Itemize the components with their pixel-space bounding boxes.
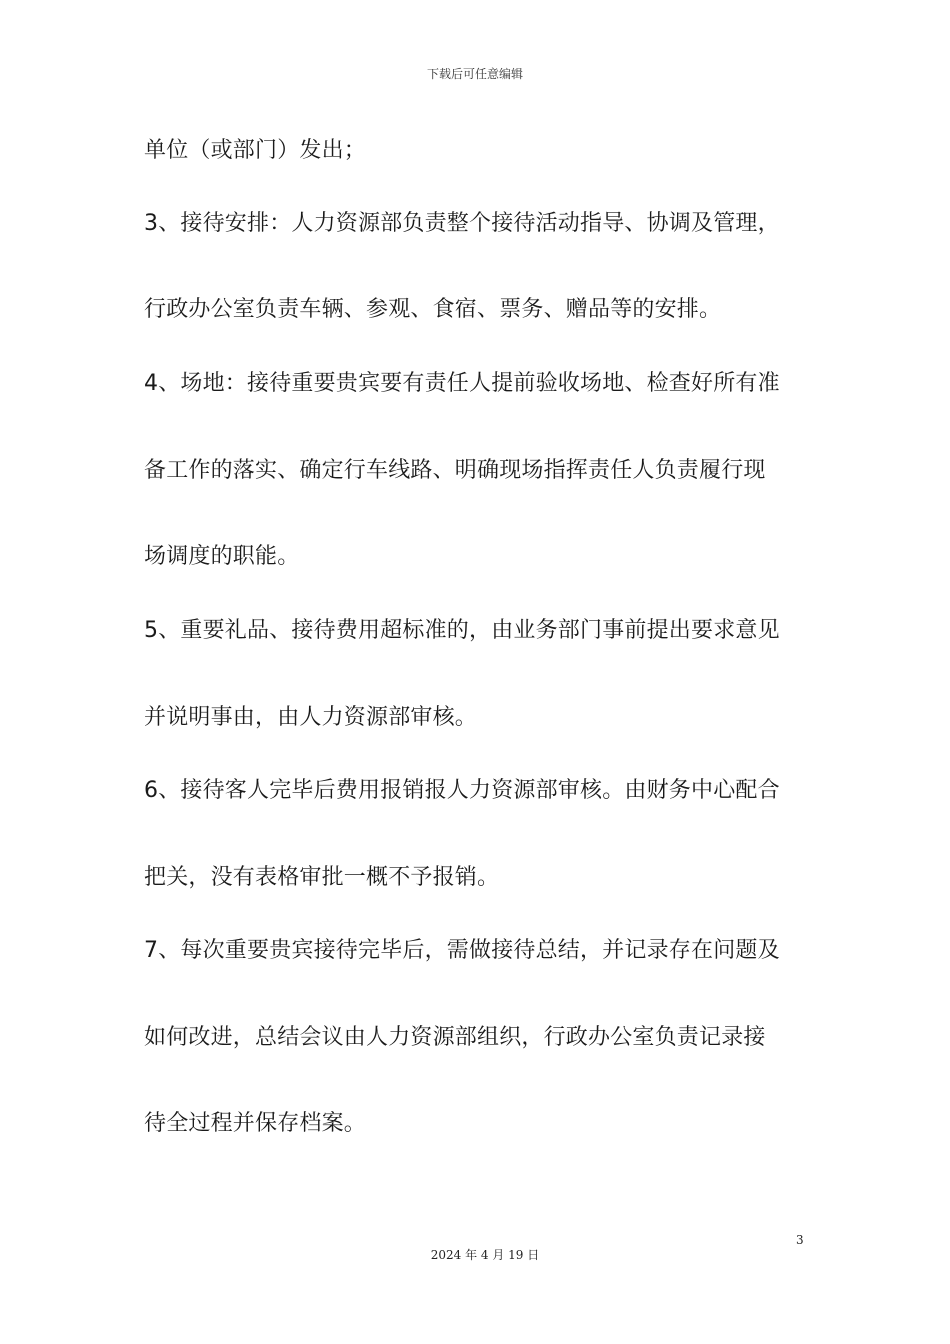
body-line: 待全过程并保存档案。	[144, 1111, 367, 1136]
page-header: 下载后可任意编辑	[426, 67, 523, 81]
body-line: 3、接待安排：人力资源部负责整个接待活动指导、协调及管理，	[144, 211, 780, 236]
footer-date: 2024 年 4 月 19 日	[430, 1248, 540, 1262]
body-line: 4、场地：接待重要贵宾要有责任人提前验收场地、检查好所有准	[144, 371, 780, 396]
body-line: 7、每次重要贵宾接待完毕后，需做接待总结，并记录存在问题及	[144, 938, 780, 963]
body-line: 5、重要礼品、接待费用超标准的，由业务部门事前提出要求意见	[144, 618, 780, 643]
body-line: 单位（或部门）发出；	[144, 138, 367, 163]
body-line: 6、接待客人完毕后费用报销报人力资源部审核。由财务中心配合	[144, 778, 780, 803]
body-line: 并说明事由，由人力资源部审核。	[144, 705, 478, 730]
body-line: 如何改进，总结会议由人力资源部组织，行政办公室负责记录接	[144, 1025, 766, 1050]
body-line: 备工作的落实、确定行车线路、明确现场指挥责任人负责履行现	[144, 458, 766, 483]
body-line: 场调度的职能。	[144, 544, 300, 569]
page-number: 3	[796, 1233, 804, 1247]
body-line: 把关，没有表格审批一概不予报销。	[144, 865, 500, 890]
body-line: 行政办公室负责车辆、参观、食宿、票务、赠品等的安排。	[144, 297, 722, 322]
